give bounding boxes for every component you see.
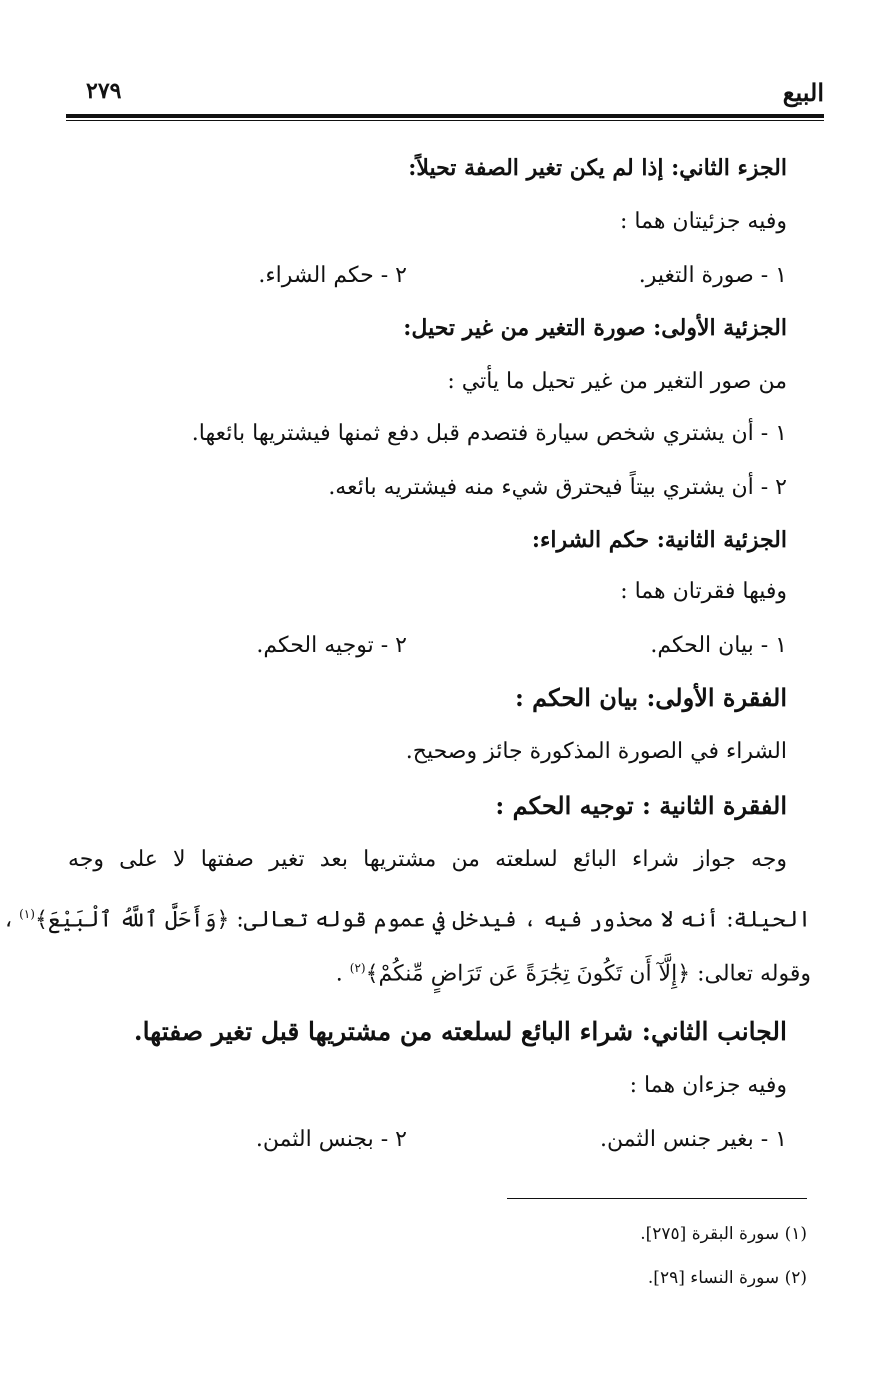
part-two-heading: الجزء الثاني: إذا لم يكن تغير الصفة تحيلاً:	[408, 155, 787, 181]
list-item: ٢ - حكم الشراء.	[258, 263, 407, 288]
header-rule-thin	[66, 120, 824, 121]
footnote-2: (٢) سورة النساء [٢٩].	[647, 1268, 807, 1288]
para2-line-3	[336, 942, 811, 994]
para2-heading: الفقرة الثانية : توجيه الحكم :	[495, 791, 787, 820]
sub1-intro: من صور التغير من غير تحيل ما يأتي :	[447, 369, 787, 394]
sub1-item-1: ١ - أن يشتري شخص سيارة فتصدم قبل دفع ثمنها فيشتريها بائعها.	[191, 421, 787, 446]
para2-line-2-end: ،	[5, 907, 13, 933]
footnote-ref: (٢)	[349, 961, 366, 975]
sub2-intro: وفيها فقرتان هما :	[620, 579, 787, 604]
list-item: ٢ - توجيه الحكم.	[256, 633, 407, 658]
part-two-list	[92, 250, 787, 302]
footnote-ref: (١)	[19, 907, 35, 921]
para2-line-1: وجه جواز شراء البائع لسلعته من مشتريها بعد تغير صفتها لا على وجه	[68, 847, 787, 872]
chapter-title: البيع	[782, 78, 824, 107]
para2-line-2	[5, 888, 811, 940]
side2-heading: الجانب الثاني: شراء البائع لسلعته من مشتريها قبل تغير صفتها.	[133, 1017, 787, 1046]
para2-line-3-text: وقوله تعالى: ﴿إِلَّآ أَن تَكُونَ تِجَٰرَةً عَن تَرَاضٍ مِّنكُمْ﴾	[365, 961, 811, 987]
sub1-heading: الجزئية الأولى: صورة التغير من غير تحيل:	[403, 315, 787, 341]
header-rule-thick	[66, 114, 824, 118]
para1-text: الشراء في الصورة المذكورة جائز وصحيح.	[405, 739, 787, 764]
footnote-1: (١) سورة البقرة [٢٧٥].	[640, 1224, 807, 1244]
para2-line-2-text: الحيلة: أنه لا محذور فيه ، فيدخل في عموم قوله تعالى: ﴿وَأَحَلَّ ٱللَّهُ ٱلْبَيْعَ﴾	[34, 907, 811, 933]
para2-line-3-end: .	[335, 961, 343, 987]
side2-intro: وفيه جزءان هما :	[629, 1073, 787, 1098]
sub1-item-2: ٢ - أن يشتري بيتاً فيحترق شيء منه فيشتريه بائعه.	[328, 475, 787, 500]
list-item: ١ - صورة التغير.	[638, 263, 787, 288]
page-header	[66, 78, 824, 112]
part-two-intro: وفيه جزئيتان هما :	[620, 209, 787, 234]
list-item: ١ - بغير جنس الثمن.	[600, 1127, 787, 1152]
sub2-heading: الجزئية الثانية: حكم الشراء:	[531, 527, 787, 553]
footnote-rule	[507, 1198, 807, 1199]
page-number: ٢٧٩	[86, 78, 122, 104]
side2-list	[92, 1114, 787, 1166]
para1-heading: الفقرة الأولى: بيان الحكم :	[514, 683, 787, 712]
list-item: ٢ - بجنس الثمن.	[255, 1127, 407, 1152]
list-item: ١ - بيان الحكم.	[650, 633, 787, 658]
sub2-list	[92, 620, 787, 672]
